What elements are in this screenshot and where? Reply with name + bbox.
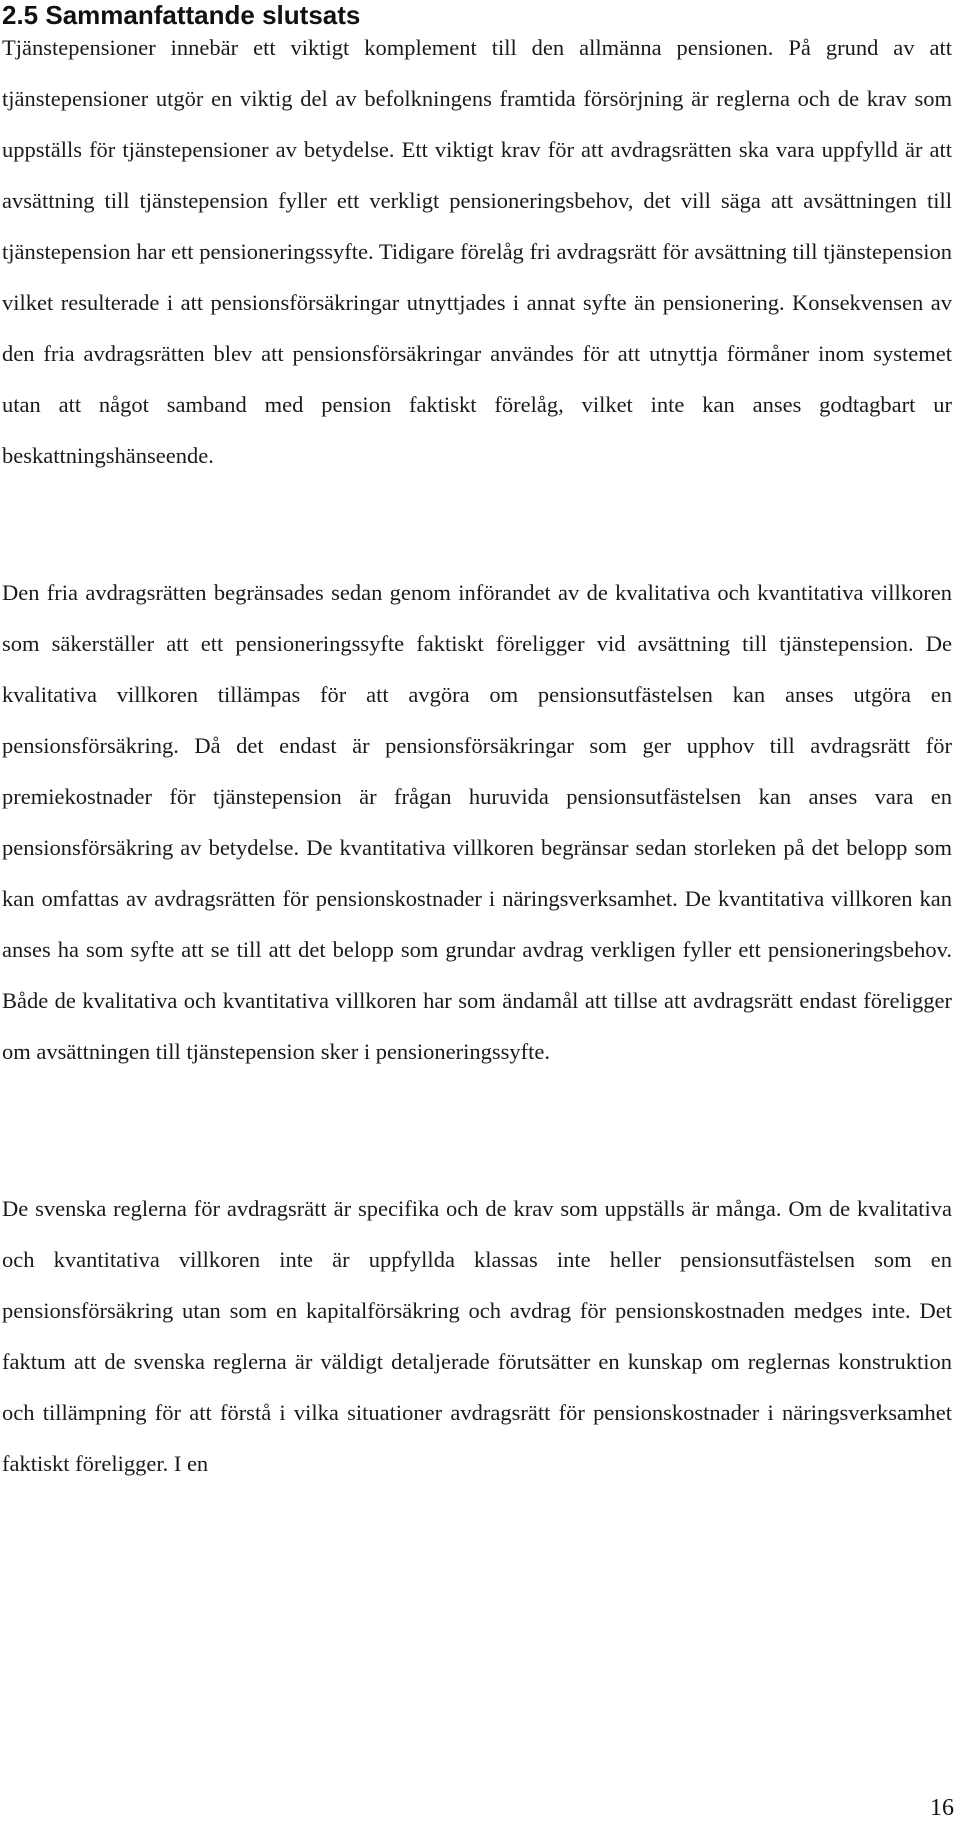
body-paragraph-1: Tjänstepensioner innebär ett viktigt komplement till den allmänna pensionen. På grund av att tjänstepensioner utgör en viktig del av befolkningens framtida försörjning är reglerna och de krav som uppställs för tjänstepensioner av betydelse. Ett viktigt krav för att avdragsrätten ska vara uppfylld är att avsättning till tjänstepension fyller ett verkligt pensioneringsbehov, det vill säga att avsättningen till tjänstepension har ett pensioneringssyfte. Tidigare förelåg fri avdragsrätt för avsättning till tjänstepension vilket resulterade i att pensionsförsäkringar utnyttjades i annat syfte än pensionering. Konsekvensen av den fria avdragsrätten blev att pensionsförsäkringar användes för att utnyttja förmåner inom systemet utan att något samband med pension faktiskt förelåg, vilket inte kan anses godtagbart ur beskattningshänseende. [2,35,952,468]
body-paragraph-3: De svenska reglerna för avdragsrätt är specifika och de krav som uppställs är många. Om de kvalitativa och kvantitativa villkoren inte är uppfyllda klassas inte heller pensionsutfästelsen som en pensionsförsäkring utan som en kapitalförsäkring och avdrag för pensionskostnaden medges inte. Det faktum att de svenska reglerna är väldigt detaljerade förutsätter en kunskap om reglernas konstruktion och tillämpning för att förstå i vilka situationer avdragsrätt för pensionskostnader i näringsverksamhet faktiskt föreligger. I en [2,1196,952,1476]
section-heading: 2.5 Sammanfattande slutsats [2,0,361,30]
page-number: 16 [930,1795,954,1821]
body-paragraph-2: Den fria avdragsrätten begränsades sedan genom införandet av de kvalitativa och kvantitativa villkoren som säkerställer att ett pensioneringssyfte faktiskt föreligger vid avsättning till tjänstepension. De kvalitativa villkoren tillämpas för att avgöra om pensionsutfästelsen kan anses utgöra en pensionsförsäkring. Då det endast är pensionsförsäkringar som ger upphov till avdragsrätt för premiekostnader för tjänstepension är frågan huruvida pensionsutfästelsen kan anses vara en pensionsförsäkring av betydelse. De kvantitativa villkoren begränsar sedan storleken på det belopp som kan omfattas av avdragsrätten för pensionskostnader i näringsverksamhet. De kvantitativa villkoren kan anses ha som syfte att se till att det belopp som grundar avdrag verkligen fyller ett pensioneringsbehov. Både de kvalitativa och kvantitativa villkoren har som ändamål att tillse att avdragsrätt endast föreligger om avsättningen till tjänstepension sker i pensioneringssyfte. [2,580,952,1064]
